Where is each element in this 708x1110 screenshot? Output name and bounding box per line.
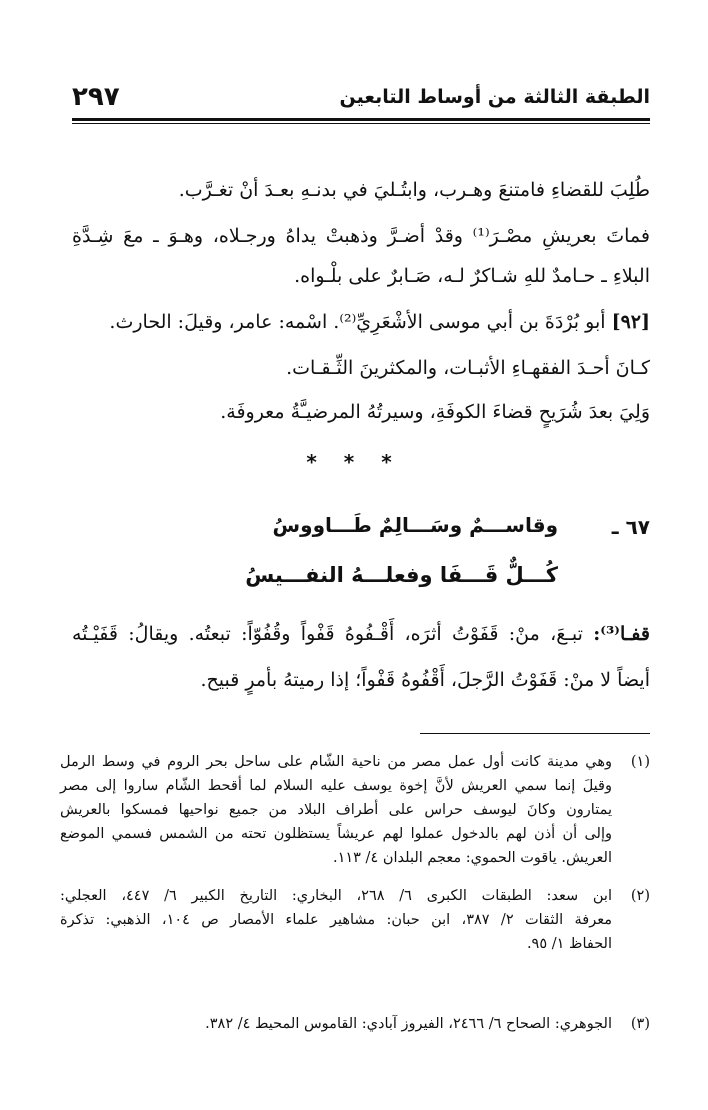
footnote-separator <box>420 733 650 734</box>
verse-line-2: كُـــلٌّ قَـــفَا وفعلـــهُ النفـــيسُ <box>245 563 558 587</box>
footnote-3-line-1: الجوهري: الصحاح ٦/ ٢٤٦٦، الفيروز آبادي: القاموس المحيط ٤/ ٣٨٢. <box>205 1016 612 1032</box>
body-line-6: وَلِيَ بعدَ شُرَيحٍ قضاءَ الكوفَةِ، وسيرتُهُ المرضيـَّةُ معروفَة. <box>220 401 650 423</box>
footnote-2-line-1: ابن سعد: الطبقات الكبرى ٦/ ٢٦٨، البخاري: التاريخ الكبير ٦/ ٤٤٧، العجلي: <box>60 888 612 904</box>
qafa-line-1 <box>72 622 650 646</box>
footnote-3-number: (٣) <box>630 1016 650 1032</box>
qafa-word: قفـا⁽³⁾: <box>593 623 650 645</box>
footnote-3 <box>60 1012 650 1036</box>
qafa-line-2: أيضاً لا منْ: قَفَوْتُ الرَّجلَ، أَقْفُوهُ قَفْواً؛ إذا رميتهُ بأمرٍ قبيح. <box>200 669 650 691</box>
body-line-5: كـانَ أحـدَ الفقهـاءِ الأثبـات، والمكثرينَ الثِّـقـات. <box>286 357 650 379</box>
section-divider-asterisks: * * * <box>306 450 402 474</box>
body-line-3: البلاءِ ـ حـامدٌ للهِ شـاكرٌ لـه، صَـابرٌ على بلْـواه. <box>294 265 650 287</box>
footnote-1-line-2: وقيلَ إنما سمي العريش لأنَّ إخوة يوسف عليه السلام لما أقحط الشّام ساروا إلى مصر <box>60 778 612 794</box>
footnote-2-number: (٢) <box>630 888 650 904</box>
footnote-1-line-4: وإلى أن أذن لهم بالدخول عملوا لهم عريشاً يستظلون تحته من الشمس فسمي الموضع <box>60 826 612 842</box>
footnote-2-line-2: معرفة الثقات ٢/ ٣٨٧، ابن حبان: مشاهير علماء الأمصار ص ١٠٤، الذهبي: تذكرة <box>60 912 612 928</box>
entry-92 <box>72 310 650 334</box>
page-number: ٢٩٧ <box>72 82 120 112</box>
footnote-2 <box>60 884 650 956</box>
footnote-1 <box>60 750 650 870</box>
entry-rest: اسْمه: عامر، وقيلَ: الحارث. <box>109 311 334 333</box>
footnote-1-line-3: يمتارون وكانَ ليوسف حراس على أطراف البلاد من جميع نواحيها فمسكوا بالعريش <box>60 802 612 818</box>
footnote-2-line-3: الحفاظ ١/ ٩٥. <box>526 936 612 952</box>
entry-number: [٩٢] <box>611 311 650 333</box>
body-line-2: فماتَ بعريشِ مصْـرَ⁽¹⁾ وقدْ أضـرَّ وذهبتْ يداهُ ورجـلاه، وهـوَ ـ معَ شِـدَّةِ <box>72 225 650 247</box>
header-rule-thick <box>72 118 650 121</box>
footnote-1-number: (١) <box>630 754 650 770</box>
verse-line-1: وقاســـمٌ وسَـــالِمٌ طَـــاووسُ <box>272 513 558 537</box>
qafa-definition: تبـعَ، منْ: قَفَوْتُ أثرَه، أَقْـفُوهُ قَفْواً وقُفُوّاً: تبعتُه. ويقالُ: قَفَيْـتُه <box>72 623 594 645</box>
running-header <box>72 82 650 118</box>
header-title: الطبقة الثالثة من أوساط التابعين <box>339 86 650 108</box>
header-rule-thin <box>72 123 650 124</box>
section-number: ٦٧ ـ <box>611 515 650 539</box>
footnote-1-line-5: العريش. ياقوت الحموي: معجم البلدان ٤/ ١١٣. <box>332 850 612 866</box>
body-line-1: طُلِبَ للقضاءِ فامتنعَ وهـرب، وابتُـليَ في بدنـهِ بعـدَ أنْ تغـرَّب. <box>178 179 650 201</box>
entry-name: أبو بُرْدَةَ بن أبي موسى الأشْعَرِيِّ⁽²⁾. <box>333 311 606 333</box>
footnote-1-line-1: وهي مدينة كانت أول عمل مصر من ناحية الشّام على ساحل بحر الروم في وسط الرمل <box>60 754 612 770</box>
